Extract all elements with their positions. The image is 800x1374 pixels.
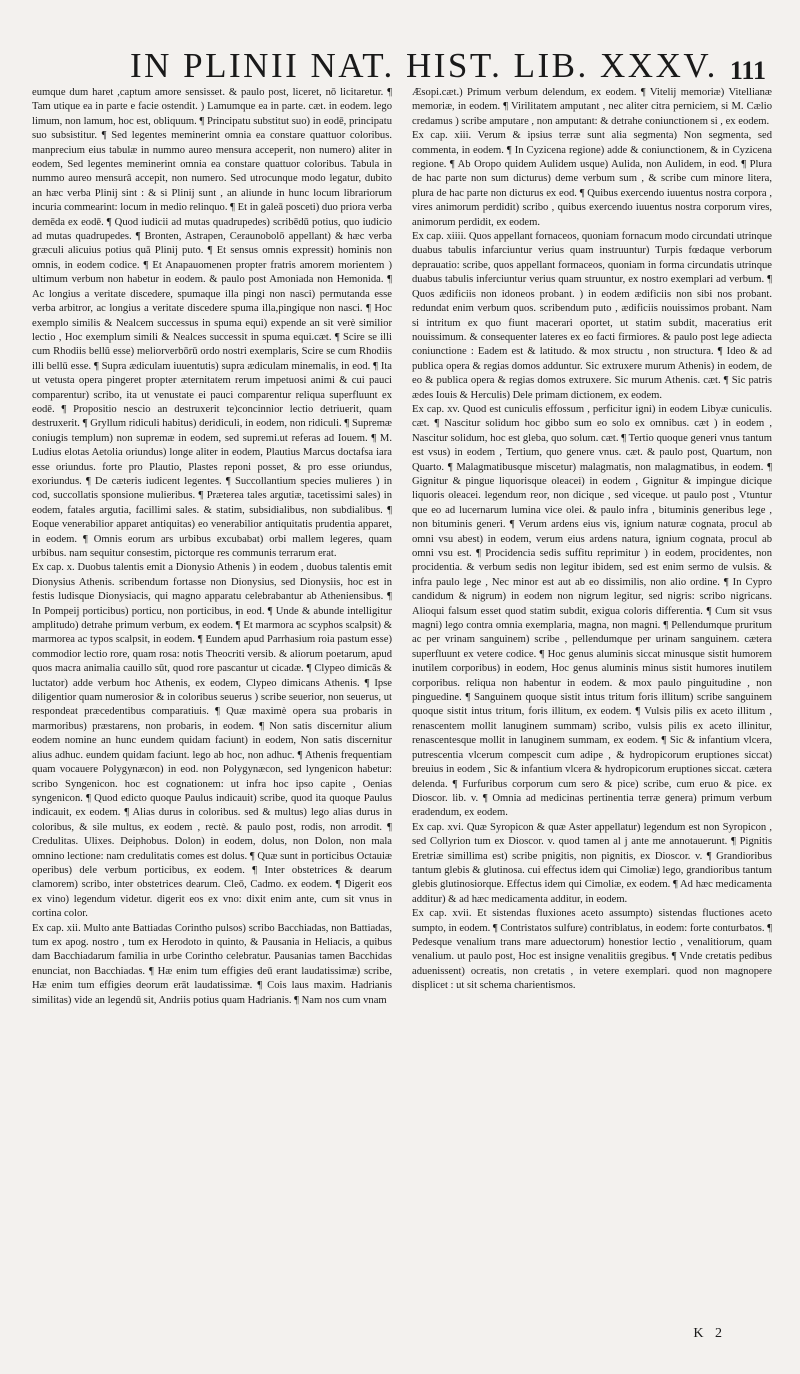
right-paragraph-2: Ex cap. xiii. Verum & ipsius terræ sunt alia segmenta) Non segmenta, sed commenta, in eodem. ¶ In Cyzicena regione) adde & coniunctionem, & in Cyzicena regione. ¶ Ab Oropo quidem Aulidem usque) Aulida, non Aulidem, in eod. ¶ Plura de hac parte non sum dicturus) deme verbum sum , & scribe cum minore litera, plura de hac parte non dicturus ex eod. ¶ Quibus exercendo iuuentus nostra corpora , vires animorum perdidit) scribo , quibus exercendo iuuentus nostra corporum vires, animorum perdidit, ex eodem. [412, 130, 772, 228]
right-paragraph-6: Ex cap. xvii. Et sistendas fluxiones aceto assumpto) sistendas fluctiones aceto sumpto, in eodem. ¶ Contristatos sulfure) contriblatus, in eodem: forte conturbatos. ¶ Pedesque venalium trans mare aduectorum) honestior lectio , venalitiorum, quam venalium. ut paulo post, Hoc est insigne venalitiis gregibus. ¶ Vnde cretatis pedibus aduenissent) ocreatis, non cretatis , in vetere exemplari. quod non magnopere displicet : ut sit schema charientismos. [412, 908, 772, 992]
signature-mark: K 2 [693, 1326, 726, 1341]
right-paragraph-1: Æsopi.cæt.) Primum verbum delendum, ex eodem. ¶ Vitelij memoriæ) Vitellianæ memoriæ, in eodem. ¶ Virilitatem amputant , nec aliter citra perniciem, si M. Cælio credamus ) scribe amputare , non amputant: & detrahe coniunctionem si , ex eodem. [412, 87, 772, 127]
left-paragraph-3: Ex cap. xii. Multo ante Battiadas Corintho pulsos) scribo Bacchiadas, non Battiadas, tum ex apog. nostro , tum ex Herodoto in quinto, & Pausania in Heliacis, a quibus dam Bacchiadarum familia in urbe Corintho celebratur. Pausanias tamen Bacchidas enunciat, non Bacchiadas. ¶ Hæ enim tum effigies deū erant laudatissimæ) scribe, Hæ enim tum effigies deorum erāt laudatissimæ. ¶ Cois laus maxim. Hadrianis similitas) vide an legendū sit, Andriis potius quam Hadrianis. ¶ Nam nos cum vnam [32, 922, 392, 1006]
left-paragraph-2: Ex cap. x. Duobus talentis emit a Dionysio Athenis ) in eodem , duobus talentis emit Dionysius Athenis. scribendum fortasse non Dionysius, sed Dionysiis, hoc est in festis ludisque Dionysiacis, qui magno apparatu celebrabantur ab Atheniensibus. ¶ In Pompeij porticibus) porticu, non porticibus, in eod. ¶ Unde & abunde intelligitur amplitudo) detrahe primum verbum, ex eodem. ¶ Et marmora ac scyphos scalpsit) & marmorea ac typos scalpsit, in eodem. ¶ Eundem apud Parrhasium roia pastum esse) commodior lectio rore, quam rosa: notis Theocriti versib. & aliorum poetarum, apud quos macra animalia cauillo sūt, quod rore pascantur ut cicadæ. ¶ Clypeo dimicās & luctator) adde verbum hoc Athenis, ex eodem, Clypeo dimicans Athenis. ¶ Ipse diligentior quam numerosior & in coloribus seuerus ) scribe seuerior, non seuerus, ut respondeat præcedentibus comparatiuis. ¶ Quæ maximè opera sua probaris in marmoribus) præstarens, non probaris, in eodem. ¶ Non satis discernitur alium eodem nomine an hunc eundem quidam faciunt) in eodem, Non satis discernitur alius adhuc. eundem quidam faciunt. lego ab hoc, non adhuc. ¶ Athenis frequentiam quam vocauere Polygynæcon) in eod. non Polygynæcon, sed lyngenicon habetur: scribo Syngenicon. hoc est cognationem: ut infra hoc ipso capite , Oenias syngenicon. ¶ Quod edicto quoque Paulus indicauit) scribe, quod ita quoque Paulus indicauit, ex eodem. ¶ Alias durus in coloribus. sed & multus) lego alias durus in coloribus, & sile multus, ex eodem , rectè. & paulo post, rodis, non arrodit. ¶ Credulitas. Ulixes. Deiphobus. Dolon) in eodem, dolus, non Dolon, non mala omnino lectione: nam credulitatis comes est dolus. ¶ Quæ sunt in porticibus Octauiæ operibus) dele verbum porticibus, ex eodem. ¶ Inter obstetrices & dearum clamorem) scribo, inter obstetrices dearum. Cleō, Cadmo. ex eodem. ¶ Digerit eos ex vino) legendum videtur. digerit eos ex vno: dixit enim ante, cum sit vnus in cortina color. [32, 562, 392, 920]
folio-number: 111 [729, 56, 766, 85]
column-gutter [398, 86, 399, 1336]
right-paragraph-3: Ex cap. xiiii. Quos appellant fornaceos, quoniam fornacum modo circundati utrinque duabus tabulis infarciuntur verius quam instruuntur) Turpis fœdaque verborum deprauatio: scribe, quos appellant formaceos, quoniam in forma circundatis utrinque duabus tabulis inferciuntur verius quam struuntur, ex nostro exemplari ad verbum. ¶ Quos ædificiis non idoneos probant. ) in eodem ædificiis non sibi nos probant. redundat enim verbum quos. scribendum puto , ædificiis nouissimos probant. Nam si intritum ex quo fiunt macerari oportet, ut statim subdit, maceratius erit nouissimum. & consequenter lateres ex eo facti firmiores. & paulo post lege adiecta coniunctione : Eadem est & latitudo. & mox structu , non structura. ¶ Ideo & ad publica opera & regias domos adduntur. Sic extruxere murum Athenis) in eodem, de eo & publica opera & regias domos extruxere. Sic murum Athenis. cæt. ¶ Sic patris ædes Iouis & Herculis) Dele primam dictionem, ex eodem. [412, 231, 772, 401]
right-paragraph-5: Ex cap. xvi. Quæ Syropicon & quæ Aster appellatur) legendum est non Syropicon , sed Collyrion tum ex Dioscor. v. quod tamen al j ante me annotauerunt. ¶ Pignitis Eretriæ simillima est) scribe pnigitis, non pignitis, ex Dioscor. v. ¶ Grandioribus tantum glebis & glutinosa. cui effectus idem qui Cimoliæ) lego, grandioribus tantum glebis glutinosiorque. Effectus idem qui Cimoliæ, ex eodem. ¶ Ad hæc medicamenta additur) & ad hæc medicamenta additur, in eodem. [412, 821, 772, 905]
left-column [32, 86, 392, 1370]
running-head: IN PLINII NAT. HIST. LIB. XXXV. [130, 46, 718, 85]
left-paragraph-1: eumque dum haret ,captum amore sensisset. & paulo post, liceret, nō licitaretur. ¶ Tam utique ea in parte e facie ostendit. ) Lamumque ea in parte. cæt. in eodem. lego limum, non lamum, hoc est, obliquum. ¶ Principatu substitut suo) in eodē, principatu suo subsistitur. ¶ Sed legentes meminerint omnia ea constare quattuor coloribus. manprecium eius tabulæ in nummo aureo mensura acceperit, non numero) aliter in eodem, Sed legentes meminerint omnia ea constare quattuor coloribus. Tabula in nummo aureo mensurâ accepit, non numero. Sed utrocunque modo legatur, dubito an hæc verba Plinij sint : & si Plinij sunt , an aliunde in hunc locum librariorum incuria commearint: locum in medio relinquo. ¶ Et in galeā posceti) duo priora verba demēda ex eodē. ¶ Quod iudicii ad mutas quadrupedes) scribēdū potius, quo iudicio ad mutas quadrupedes. ¶ Bronten, Astrapen, Ceraunobolō appellant) & hæc verba græculi alicuius potius quā Plinij puto. ¶ Et sensus omnis expressit) hominis non omnis, in eodem codice. ¶ Et Anapauomenen propter fratris amorem morientem ) ultimum verbum non habetur in eodem. & paulo post Amoniada non Hemonida. ¶ Ac longius a veritate discedere, spumaque illa pingi non nasci) permutanda esse verba arbitror, ac longius a veritate discedere spuma illa,pingique non nasci. ¶ Hoc exemplo similis & Nealcem successus in spuma equi) expende an sit verè similior lectio , Hoc exemplum simili & Nealces successit in spuma equi.cæt. ¶ Scire se illi cum Rhodiis bellū esse) meliorverbōrū ordo nostri exemplaris, Scire se cum Rhodiis illi bellū esse. ¶ Supra ædiculam iuuentutis) supra ædiculam minemalis, in eod. ¶ Ita ut vetusta opera pingeret propter æternitatem rerum impetuosi animi & cui pauci comparentur) scribo, ita ut venustate ei pauci comparentur reliqua superfluunt ex eodē. ¶ Propositio nescio an destruxerit te)concinnior lectio detriuerit, quam destruxerit. ¶ Gryllum ridiculi habitus) deridiculi, in eodem, non ridiculi. ¶ Supremæ coniugis templum) non supremæ in eodem, sed supremi.ut referas ad Iouem. ¶ M. Ludius elotas Aetolia oriundus) longe aliter in eodem, Plautius Marcus doctafsa iara esse oriundus. forte pro Plautio, Plastes reponi posset, & pro esse oriundus, exoriundus. ¶ De cæteris iudicent legentes. ¶ Succollantium species mulieres ) in cod, succollatis sponsione mulieribus. ¶ Præterea tales argutiæ, tacetissimi sales) in eodem, fatales argutia, facillimi sales. & statim, subsidialibus, non subdialibus. ¶ Eoque venerabilior apparet antiquitas) eo venerabilior antiquitatis prudentia apparet, in eodem. ¶ Omnis eorum ars urbibus excubabat) orbi mallem legeres, quam urbibus. nam sequitur consestim, pictorque res communis terrarum erat. [32, 87, 392, 559]
right-paragraph-4: Ex cap. xv. Quod est cuniculis effossum , perficitur igni) in eodem Libyæ cuniculis. cæt. ¶ Nascitur solidum hoc gibbo sum eo solo ex omnibus. cæt ) in eodem , Nascitur solidum, hoc est gleba, quo solum. cæt. ¶ Tertio quoque generi vnus tantum est vsus) in eodem , Tertium, quo genere vnus. cæt. & paulo post, Quartum, non Quarto. ¶ Malagmatibusque miscetur) malagmatis, non malagmatibus, in eodem. ¶ Gignitur & pingue liquorisque oleacei) in eodem , Gignitur & impingue dicique liquoris oleacei. legendum reor, non dicique , sed viceque. ut paulo post , Vtuntur que eo ad lucernarum lumina vice olei. & paulo infra , bituminis generibus lege , non bituminis generi. ¶ Verum ardens eius vis, ignium naturæ cognata, procul ab omni vsu abest) in eodem, verum eius ardens natura, ignium cognata, procul ab omni vsu est. ¶ Procidencia sedis suffitu reprimitur ) in eodem, procidentes, non procidentia. & verbum sedis non legitur ibidem, sed est enim sermo de vulsis. & infra paulo lege , Nec minor est aut ab eo dissimilis, non alio ordine. ¶ In Cypro candidum & nigrum) in eodem non nigrum legitur, sed nigris: scribo nigricans. Alioqui falsum esset quod statim subdit, exigua coloris differentia. ¶ Cum sit vsus magni) lego contra omnia exemplaria, magna, non magni. ¶ Pellendumque pruritum ac per vrinam sanguinem) scribe , pellendumque per urinam sanguinem. cætera superfluunt ex vetere codice. ¶ Hoc genus aluminis siccat minusque sistit humorem inutilem corporibus) in eodem, Hoc genus aluminis minus sistit humores inutilem corporibus. reliqua non habentur in eodem. & mox paulo pinguitudine , non pinguedine. ¶ Sanguinem quoque sistit intus tritum foris illitum) scribe sanguinem quoque sistit intus tritum, foris illitum, ex eodem. ¶ Vulsis pilis ex aceto illitum , renascentem mollit lanuginem summam) scribo, vulsis pilis ex aceto illinitur, renascentesque mollit in lanuginem summam, ex eodem. ¶ Sic & infantium vlcera, putrescentia vlcerum compescit cum adipe , & hydropicorum eruptiones siccat) breuius in eodem , Sic & infantium vlcera & hydropicorum eruptiones siccat. cætera delenda. ¶ Furfuribus corporum cum sero & pice) scribe, cum eruo & pice. ex Dioscor. lib. v. ¶ Omnia ad medicinas pertinentia terræ genera) primum verbum eradendum, ex eodem. [412, 403, 772, 819]
right-column [412, 86, 772, 1326]
